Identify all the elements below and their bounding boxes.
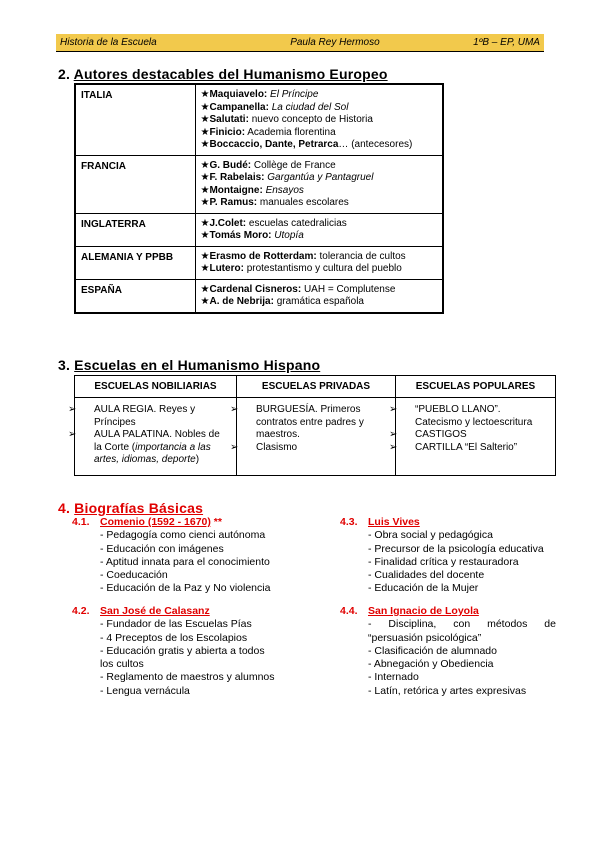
list-item: - Educación de la Paz y No violencia	[100, 582, 271, 595]
country-cell: FRANCIA	[75, 155, 195, 213]
list-item: ➢ AULA PALATINA. Nobles de la Corte (importancia a las artes, idiomas, deporte)	[68, 429, 220, 465]
list-item: - Educación gratis y abierta a todos	[100, 644, 265, 657]
section-3-heading: 3. Escuelas en el Humanismo Hispano	[58, 357, 321, 373]
list-item: - Internado	[368, 671, 419, 684]
author-entry	[201, 218, 438, 231]
author-work: manuales escolares	[259, 197, 349, 208]
star-icon: ★	[200, 139, 210, 150]
populares-cell	[389, 398, 556, 476]
star-icon: ★	[200, 263, 210, 274]
table-row	[75, 155, 443, 213]
bio-comenio: 4.1. Comenio (1592 - 1670) ** - Pedagogía como cienci autónoma - Educación con imágenes - Aptitud innata para el conocimiento - Coeducación - Educación de la Paz y No violencia	[72, 516, 302, 596]
author-name: Boccaccio, Dante, Petrarca	[209, 139, 339, 150]
author-work: Ensayos	[265, 184, 304, 196]
star-icon: ★	[200, 230, 210, 241]
author-entry	[201, 139, 438, 152]
author-name: Cardenal Cisneros:	[209, 283, 302, 295]
author-work: La ciudad del Sol	[271, 101, 349, 113]
author-work: Collège de France	[253, 159, 336, 171]
list-item: - Lengua vernácula	[100, 684, 190, 697]
list-item: ➢ “PUEBLO LLANO”. Catecismo y lectoescritura	[389, 404, 533, 428]
list-item: - Educación con imágenes	[100, 542, 224, 555]
author-work: gramática española	[276, 296, 364, 307]
author-name: Tomás Moro:	[209, 230, 272, 241]
star-icon: ★	[200, 126, 210, 138]
author-name: G. Budé:	[209, 159, 252, 171]
list-item: ➢ Clasismo	[230, 441, 298, 453]
star-icon: ★	[200, 159, 210, 171]
list-item: - 4 Preceptos de los Escolapios	[100, 631, 248, 644]
list-item: ➢ AULA REGIA. Reyes y Príncipes	[68, 404, 196, 428]
list-item: - Pedagogía como cienci autónoma	[100, 529, 266, 542]
author-work: protestantismo y cultura del pueblo	[246, 263, 402, 274]
header-populares: ESCUELAS POPULARES	[396, 376, 556, 398]
author-entry	[201, 284, 438, 297]
star-icon: ★	[200, 184, 210, 196]
country-cell: INGLATERRA	[75, 213, 195, 246]
star-icon: ★	[200, 89, 210, 100]
author-name: Montaigne:	[209, 184, 263, 196]
list-item: ➢ BURGUESÍA. Primeros contratos entre padres y maestros.	[230, 404, 364, 440]
author-name: A. de Nebrija:	[209, 296, 274, 307]
section-2-heading: 2. Autores destacables del Humanismo Europeo	[58, 66, 388, 82]
author-entry	[201, 102, 438, 115]
author-work: UAH = Complutense	[303, 283, 396, 295]
header-course: Historia de la Escuela	[60, 37, 157, 48]
list-item: - Fundador de las Escuelas Pías	[100, 618, 252, 631]
section-4-heading: 4. Biografías Básicas	[58, 500, 204, 516]
authors-cell	[195, 279, 443, 313]
list-item: - Cualidades del docente	[368, 569, 485, 582]
list-item: - Finalidad crítica y restauradora	[368, 555, 519, 568]
nobiliarias-cell	[68, 398, 237, 476]
author-entry	[201, 160, 438, 173]
author-work: escuelas catedralicias	[248, 217, 347, 229]
author-name: Salutati:	[209, 114, 249, 125]
author-work: … (antecesores)	[338, 139, 413, 150]
author-name: Finicio:	[209, 126, 246, 138]
table-row	[75, 246, 443, 279]
authors-table	[74, 83, 444, 314]
author-work: tolerancia de cultos	[319, 250, 406, 262]
header-group: 1ºB – EP, UMA	[473, 37, 540, 48]
bio-calasanz: 4.2. San José de Calasanz - Fundador de las Escuelas Pías - 4 Preceptos de los Escolapios - Educación gratis y abierta a todos los cultos - Reglamento de maestros y alumnos - Lengua vernácula	[72, 605, 302, 698]
header-nobiliarias: ESCUELAS NOBILIARIAS	[75, 376, 237, 398]
list-item: - Obra social y pedagógica	[368, 529, 493, 542]
star-icon: ★	[200, 197, 210, 208]
table-row	[75, 279, 443, 313]
author-name: Lutero:	[209, 263, 244, 274]
section-2-title: Autores destacables del Humanismo Europeo	[73, 66, 388, 82]
country-cell: ALEMANIA Y PPBB	[75, 246, 195, 279]
authors-cell	[195, 84, 443, 155]
list-item: - Aptitud innata para el conocimiento	[100, 555, 270, 568]
star-icon: ★	[200, 250, 210, 262]
author-work: nuevo concepto de Historia	[251, 114, 373, 125]
bio-loyola: 4.4. San Ignacio de Loyola - Disciplina, con métodos de “persuasión psicológica” - Clasificación de alumnado - Abnegación y Obediencia - Internado - Latín, retórica y artes expresivas	[340, 605, 556, 697]
authors-cell	[195, 155, 443, 213]
star-icon: ★	[200, 172, 210, 183]
author-name: J.Colet:	[209, 217, 247, 229]
author-entry	[201, 230, 438, 243]
schools-table	[68, 375, 556, 476]
author-name: Erasmo de Rotterdam:	[209, 250, 317, 262]
author-name: P. Ramus:	[209, 197, 258, 208]
bio-name: San Ignacio de Loyola	[368, 605, 479, 617]
author-entry	[201, 185, 438, 198]
author-name: Campanella:	[209, 101, 269, 113]
list-item: - Abnegación y Obediencia	[368, 658, 494, 671]
list-item: - Reglamento de maestros y alumnos	[100, 671, 275, 684]
list-item: - Precursor de la psicología educativa	[368, 542, 544, 555]
star-icon: ★	[200, 101, 210, 113]
bio-name: San José de Calasanz	[100, 605, 210, 617]
list-item: ➢ CASTIGOS	[389, 429, 467, 440]
list-item: - Disciplina, con métodos de	[368, 618, 556, 631]
bio-name: Comenio (1592 - 1670)	[100, 516, 211, 528]
author-entry	[201, 114, 438, 127]
star-icon: ★	[200, 217, 210, 229]
star-icon: ★	[200, 296, 210, 307]
authors-cell	[195, 246, 443, 279]
author-name: Maquiavelo:	[209, 89, 268, 100]
section-4-title: Biografías Básicas	[74, 500, 204, 516]
author-entry	[201, 89, 438, 102]
header-privadas: ESCUELAS PRIVADAS	[237, 376, 396, 398]
list-item: ➢ CARTILLA “El Salterio”	[389, 441, 518, 453]
star-icon: ★	[200, 114, 210, 125]
list-item: - Latín, retórica y artes expresivas	[368, 684, 527, 697]
list-item: - Educación de la Mujer	[368, 582, 479, 595]
country-cell: ITALIA	[75, 84, 195, 155]
star-icon: ★	[200, 283, 210, 295]
bio-vives: 4.3. Luis Vives - Obra social y pedagógica - Precursor de la psicología educativa - Finalidad crítica y restauradora - Cualidades del docente - Educación de la Mujer	[340, 516, 556, 596]
author-entry	[201, 127, 438, 140]
author-work: Academia florentina	[247, 126, 336, 138]
country-cell: ESPAÑA	[75, 279, 195, 313]
section-3-title: Escuelas en el Humanismo Hispano	[74, 357, 321, 373]
table-row	[75, 213, 443, 246]
list-item: los cultos	[100, 658, 144, 671]
author-work: Utopía	[274, 230, 304, 241]
header-author: Paula Rey Hermoso	[290, 37, 380, 48]
bio-name: Luis Vives	[368, 516, 420, 528]
list-item: “persuasión psicológica”	[368, 631, 482, 644]
page-header	[56, 34, 544, 52]
privadas-cell	[230, 398, 396, 476]
list-item: - Coeducación	[100, 569, 168, 582]
author-entry	[201, 263, 438, 276]
author-work: El Príncipe	[270, 89, 319, 100]
author-name: F. Rabelais:	[209, 172, 265, 183]
author-work: Gargantúa y Pantagruel	[267, 172, 374, 183]
author-entry	[201, 251, 438, 264]
author-entry	[201, 197, 438, 210]
author-entry	[201, 296, 438, 309]
table-row	[75, 84, 443, 155]
author-entry	[201, 172, 438, 185]
authors-cell	[195, 213, 443, 246]
list-item: - Clasificación de alumnado	[368, 644, 497, 657]
